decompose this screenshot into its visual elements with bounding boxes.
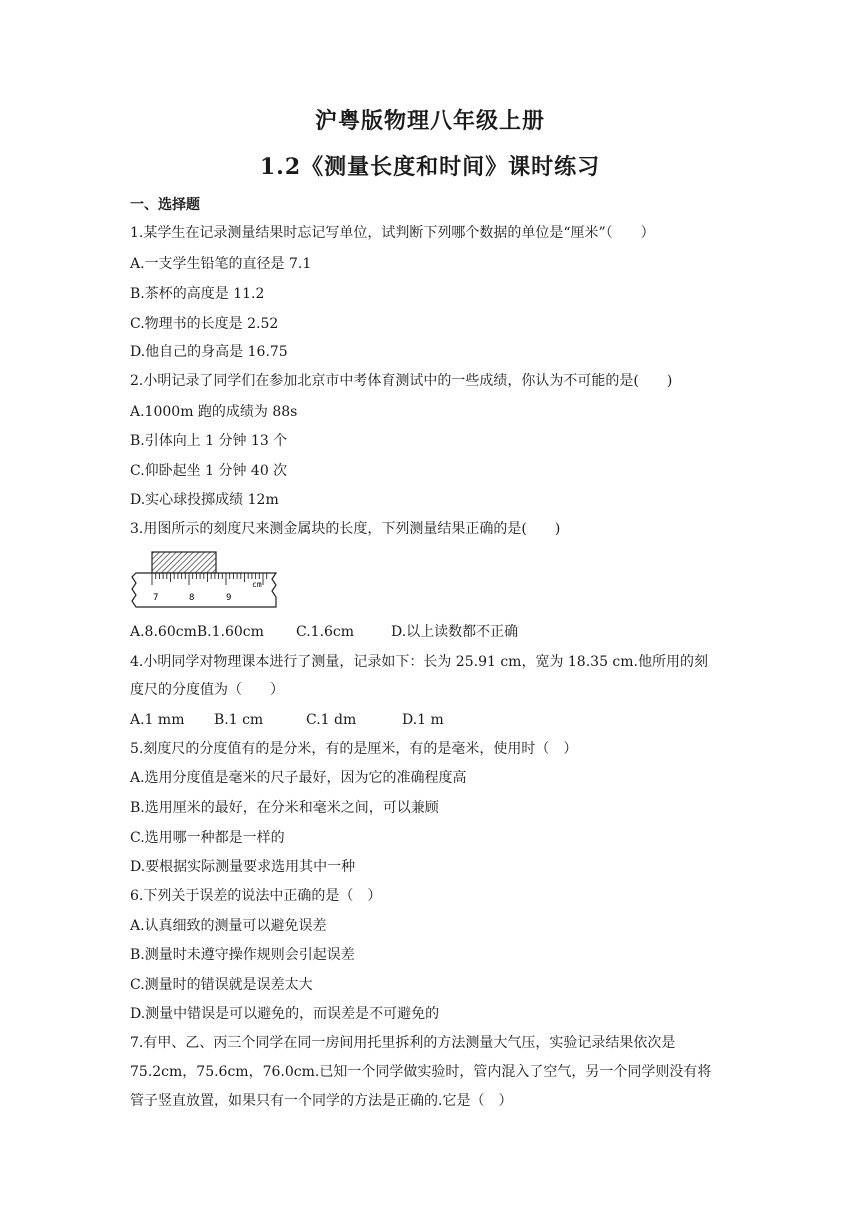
ruler-label-9: 9 xyxy=(226,593,232,603)
question-5-option-a: A.选用分度值是毫米的尺子最好，因为它的准确程度高 xyxy=(130,770,467,786)
ruler-label-7: 7 xyxy=(153,593,159,603)
document-title: 沪粤版物理八年级上册 xyxy=(314,108,545,134)
question-3-option-d: D.以上读数都不正确 xyxy=(391,624,519,640)
question-1-option-d: D.他自己的身高是 16.75 xyxy=(130,344,288,360)
question-2-stem: 2.小明记录了同学们在参加北京市中考体育测试中的一些成绩，你认为不可能的是( ) xyxy=(130,373,673,389)
question-2-option-b: B.引体向上 1 分钟 13 个 xyxy=(130,433,288,449)
question-4-options xyxy=(130,711,730,729)
section-heading: 一、选择题 xyxy=(130,197,200,213)
question-7-stem-line-1: 7.有甲、乙、丙三个同学在同一房间用托里拆利的方法测量大气压，实验记录结果依次是 xyxy=(130,1035,676,1051)
question-5-option-b: B.选用厘米的最好，在分米和毫米之间，可以兼顾 xyxy=(130,800,439,816)
question-3-option-c: C.1.6cm xyxy=(296,624,355,640)
question-5-option-c: C.选用哪一种都是一样的 xyxy=(130,830,285,846)
question-4-option-d: D.1 m xyxy=(402,712,444,728)
question-7-stem-line-3: 管子竖直放置，如果只有一个同学的方法是正确的.它是（ ） xyxy=(130,1093,513,1109)
metal-block xyxy=(152,552,216,573)
ruler-figure xyxy=(128,549,280,609)
question-1-stem: 1.某学生在记录测量结果时忘记写单位，试判断下列哪个数据的单位是“厘米”（ ） xyxy=(130,225,655,241)
question-2-option-a: A.1000m 跑的成绩为 88s xyxy=(130,404,298,420)
question-4-option-c: C.1 dm xyxy=(306,712,357,728)
question-2-option-c: C.仰卧起坐 1 分钟 40 次 xyxy=(130,463,288,479)
question-6-option-b: B.测量时未遵守操作规则会引起误差 xyxy=(130,947,355,963)
question-1-option-a: A.一支学生铅笔的直径是 7.1 xyxy=(130,256,312,272)
ruler-unit-label: cm xyxy=(252,580,262,589)
question-6-option-d: D.测量中错误是可以避免的，而误差是不可避免的 xyxy=(130,1006,440,1022)
question-4-stem-line-1: 4.小明同学对物理课本进行了测量，记录如下：长为 25.91 cm，宽为 18.35 cm.他所用的刻 xyxy=(130,654,708,670)
question-2-option-d: D.实心球投掷成绩 12m xyxy=(130,492,279,508)
question-5-stem: 5.刻度尺的分度值有的是分米，有的是厘米，有的是毫米，使用时（ ） xyxy=(130,741,578,757)
question-6-stem: 6.下列关于误差的说法中正确的是（ ） xyxy=(130,888,382,904)
lesson-title: 1.2《测量长度和时间》课时练习 xyxy=(259,154,601,180)
question-6-option-a: A.认真细致的测量可以避免误差 xyxy=(130,918,327,934)
question-1-option-c: C.物理书的长度是 2.52 xyxy=(130,316,279,332)
question-4-option-a: A.1 mm xyxy=(130,712,185,728)
question-4-option-b: B.1 cm xyxy=(214,712,264,728)
question-5-option-d: D.要根据实际测量要求选用其中一种 xyxy=(130,859,356,875)
question-4-stem-line-2: 度尺的分度值为（ ） xyxy=(130,682,284,698)
question-3-options xyxy=(130,623,730,641)
question-7-stem-line-2: 75.2cm，75.6cm，76.0cm.已知一个同学做实验时，管内混入了空气，另一个同学则没有将 xyxy=(130,1064,712,1080)
ruler-label-8: 8 xyxy=(189,593,195,603)
question-1-option-b: B.茶杯的高度是 11.2 xyxy=(130,286,265,302)
question-6-option-c: C.测量时的错误就是误差太大 xyxy=(130,977,313,993)
question-3-stem: 3.用图所示的刻度尺来测金属块的长度，下列测量结果正确的是( ) xyxy=(130,521,561,537)
question-3-option-ab: A.8.60cmB.1.60cm xyxy=(130,624,264,640)
